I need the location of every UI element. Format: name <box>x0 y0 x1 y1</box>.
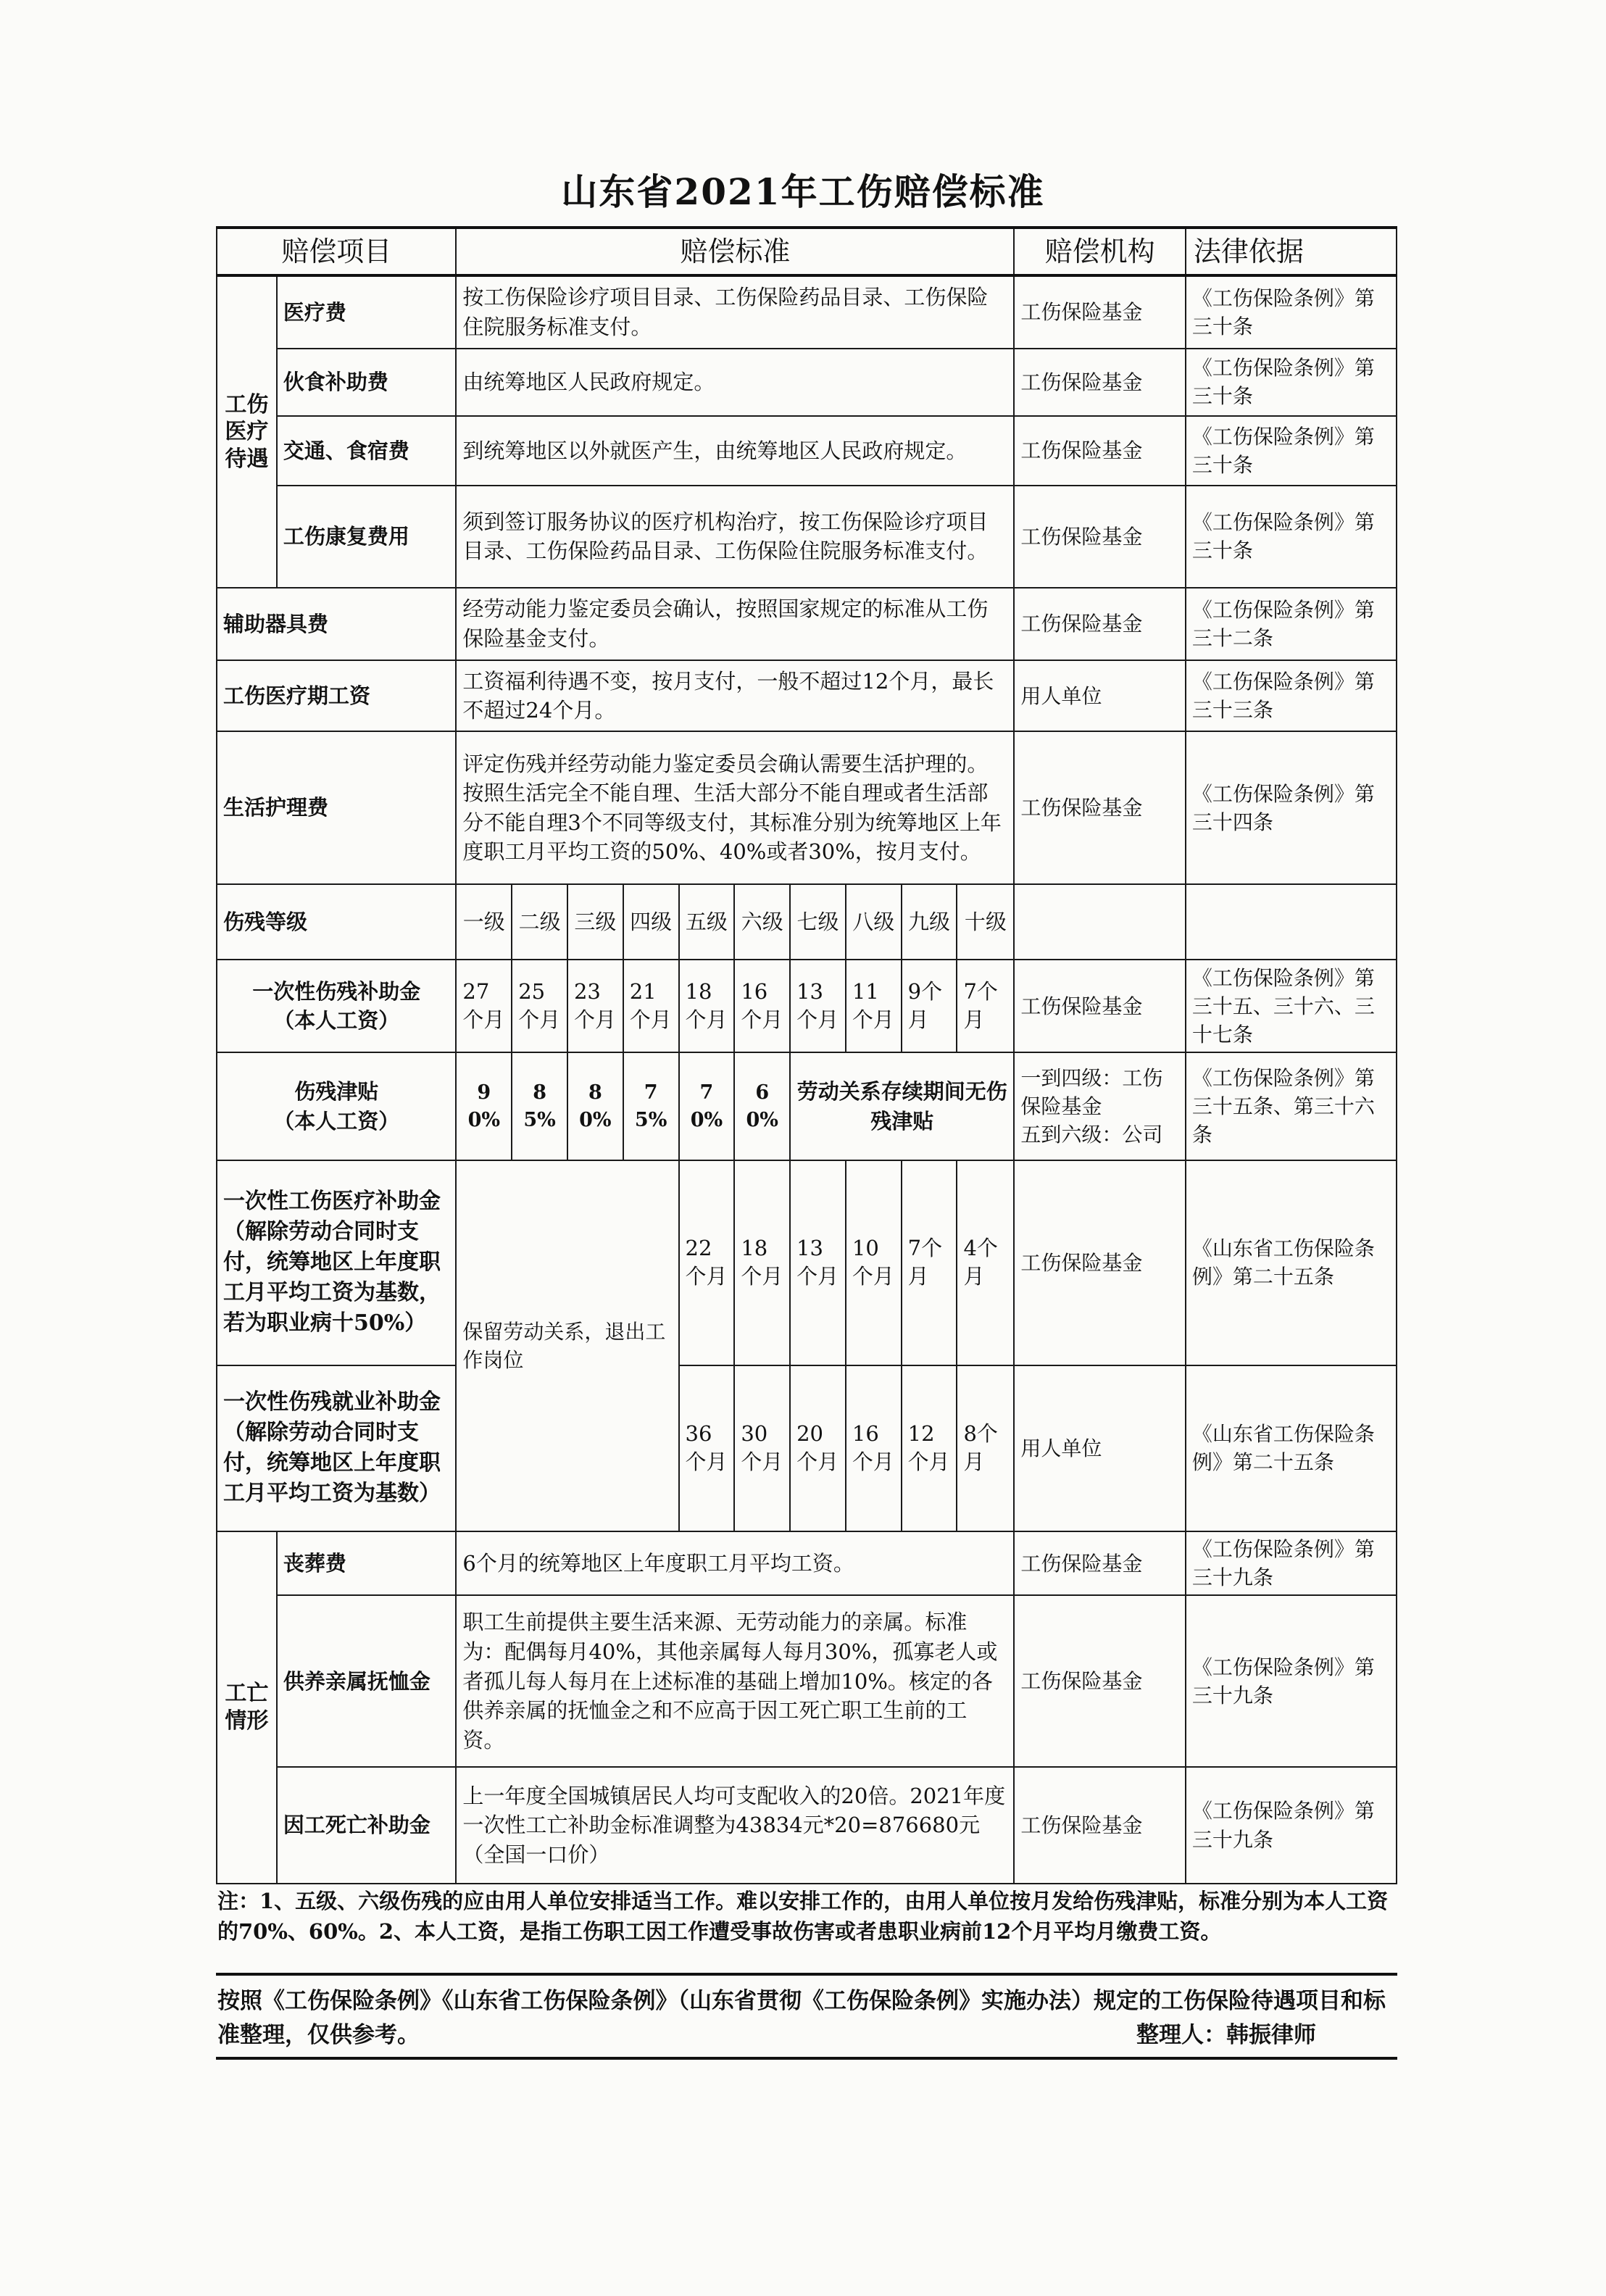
standard-cell: 职工生前提供主要生活来源、无劳动能力的亲属。标准为：配偶每月40%，其他亲属每人每月30%，孤寡老人或者孤儿每人每月在上述标准的基础上增加10%。核定的各供养亲属的抚恤金之和不应高于因工死亡职工生前的工资。 <box>456 1595 1014 1767</box>
compensation-table <box>216 226 1397 1884</box>
table-row <box>217 588 1397 660</box>
table-row <box>217 884 1397 960</box>
agency-cell: 工伤保险基金 <box>1014 1767 1185 1884</box>
header-legal: 法律依据 <box>1186 228 1397 275</box>
divider-line <box>216 1973 1397 1976</box>
grade-cell: 四级 <box>623 884 679 960</box>
legal-cell: 《工伤保险条例》第三十条 <box>1186 416 1397 486</box>
table-row <box>217 1365 1397 1531</box>
keep-job-cell: 保留劳动关系，退出工作岗位 <box>456 1160 678 1531</box>
value-cell: 7个月 <box>902 1160 957 1365</box>
value-cell: 36个月 <box>679 1365 735 1531</box>
value-cell: 13个月 <box>790 1160 846 1365</box>
agency-cell: 用人单位 <box>1014 1365 1185 1531</box>
item-cell <box>217 960 456 1052</box>
value-cell: 23个月 <box>567 960 623 1052</box>
legal-cell: 《工伤保险条例》第三十九条 <box>1186 1767 1397 1884</box>
agency-cell: 工伤保险基金 <box>1014 731 1185 884</box>
legal-cell: 《山东省工伤保险条例》第二十五条 <box>1186 1160 1397 1365</box>
page-title: 山东省2021年工伤赔偿标准 <box>561 170 1045 213</box>
value-cell: 25个月 <box>512 960 567 1052</box>
item-cell: 医疗费 <box>277 275 457 348</box>
agency-cell: 工伤保险基金 <box>1014 1531 1185 1596</box>
compiler-credit: 整理人：韩振律师 <box>1136 2021 1316 2048</box>
item-cell: 工伤医疗期工资 <box>217 660 456 731</box>
agency-cell: 工伤保险基金 <box>1014 275 1185 348</box>
grade-cell: 十级 <box>957 884 1014 960</box>
value-cell: 20个月 <box>790 1365 846 1531</box>
value-cell: 4个月 <box>957 1160 1014 1365</box>
agency-cell: 工伤保险基金 <box>1014 1160 1185 1365</box>
legal-cell: 《工伤保险条例》第三十二条 <box>1186 588 1397 660</box>
value-cell: 18个月 <box>734 1160 790 1365</box>
table-row <box>217 1531 1397 1596</box>
header-agency: 赔偿机构 <box>1014 228 1185 275</box>
standard-cell: 6个月的统筹地区上年度职工月平均工资。 <box>456 1531 1014 1596</box>
standard-cell: 按工伤保险诊疗项目目录、工伤保险药品目录、工伤保险住院服务标准支付。 <box>456 275 1014 348</box>
grade-cell: 七级 <box>790 884 846 960</box>
value-cell: 10个月 <box>846 1160 902 1365</box>
value-cell: 27个月 <box>456 960 512 1052</box>
grade-cell: 二级 <box>512 884 567 960</box>
grade-cell: 三级 <box>567 884 623 960</box>
percent-cell: 60% <box>734 1052 790 1160</box>
grade-cell: 六级 <box>734 884 790 960</box>
source-text: 按照《工伤保险条例》《山东省工伤保险条例》（山东省贯彻《工伤保险条例》实施办法）规定的工伤保险待遇项目和标准整理，仅供参考。 <box>217 1988 1386 2048</box>
legal-cell: 《工伤保险条例》第三十九条 <box>1186 1595 1397 1767</box>
table-row <box>217 1052 1397 1160</box>
grade-cell: 一级 <box>456 884 512 960</box>
legal-cell: 《工伤保险条例》第三十条 <box>1186 275 1397 348</box>
item-cell: 丧葬费 <box>277 1531 457 1596</box>
agency-cell-empty <box>1014 884 1185 960</box>
grade-cell: 九级 <box>902 884 957 960</box>
item-cell: 辅助器具费 <box>217 588 456 660</box>
item-cell: 供养亲属抚恤金 <box>277 1595 457 1767</box>
agency-cell: 用人单位 <box>1014 660 1185 731</box>
table-row <box>217 349 1397 416</box>
item-cell: 伙食补助费 <box>277 349 457 416</box>
legal-cell: 《工伤保险条例》第三十条 <box>1186 349 1397 416</box>
header-item: 赔偿项目 <box>217 228 456 275</box>
table-row <box>217 1767 1397 1884</box>
value-cell: 16个月 <box>846 1365 902 1531</box>
standard-cell: 上一年度全国城镇居民人均可支配收入的20倍。2021年度一次性工亡补助金标准调整为43834元*20=876680元（全国一口价） <box>456 1767 1014 1884</box>
value-cell: 9个月 <box>902 960 957 1052</box>
grade-cell: 五级 <box>679 884 735 960</box>
agency-cell: 一到四级：工伤保险基金 五到六级：公司 <box>1014 1052 1185 1160</box>
agency-cell: 工伤保险基金 <box>1014 588 1185 660</box>
value-cell: 12个月 <box>902 1365 957 1531</box>
item-subtitle: （本人工资） <box>273 1008 400 1033</box>
legal-cell: 《工伤保险条例》第三十九条 <box>1186 1531 1397 1596</box>
agency-cell: 工伤保险基金 <box>1014 1595 1185 1767</box>
percent-cell: 75% <box>623 1052 679 1160</box>
legal-cell-empty <box>1186 884 1397 960</box>
value-cell: 22个月 <box>679 1160 735 1365</box>
item-cell: 生活护理费 <box>217 731 456 884</box>
value-cell: 18个月 <box>679 960 735 1052</box>
legal-cell: 《工伤保险条例》第三十条 <box>1186 486 1397 587</box>
value-cell: 16个月 <box>734 960 790 1052</box>
table-row <box>217 660 1397 731</box>
item-cell: 一次性伤残就业补助金（解除劳动合同时支付，统筹地区上年度职工月平均工资为基数） <box>217 1365 456 1531</box>
table-row <box>217 416 1397 486</box>
group-label-death: 工亡情形 <box>217 1531 277 1884</box>
standard-cell: 经劳动能力鉴定委员会确认，按照国家规定的标准从工伤保险基金支付。 <box>456 588 1014 660</box>
table-row <box>217 486 1397 587</box>
legal-cell: 《工伤保险条例》第三十四条 <box>1186 731 1397 884</box>
allowance-note: 劳动关系存续期间无伤残津贴 <box>790 1052 1014 1160</box>
percent-cell: 70% <box>679 1052 735 1160</box>
standard-cell: 到统筹地区以外就医产生，由统筹地区人民政府规定。 <box>456 416 1014 486</box>
item-cell: 交通、食宿费 <box>277 416 457 486</box>
source-statement <box>217 1984 1396 2052</box>
table-row <box>217 1595 1397 1767</box>
item-title: 一次性伤残补助金 <box>252 978 421 1004</box>
value-cell: 21个月 <box>623 960 679 1052</box>
agency-cell: 工伤保险基金 <box>1014 416 1185 486</box>
item-title: 伤残津贴 <box>294 1079 379 1105</box>
value-cell: 30个月 <box>734 1365 790 1531</box>
item-cell: 工伤康复费用 <box>277 486 457 587</box>
value-cell: 8个月 <box>957 1365 1014 1531</box>
table-row <box>217 731 1397 884</box>
agency-cell: 工伤保险基金 <box>1014 349 1185 416</box>
agency-cell: 工伤保险基金 <box>1014 960 1185 1052</box>
percent-cell: 90% <box>456 1052 512 1160</box>
table-row <box>217 960 1397 1052</box>
agency-cell: 工伤保险基金 <box>1014 486 1185 587</box>
standard-cell: 须到签订服务协议的医疗机构治疗，按工伤保险诊疗项目目录、工伤保险药品目录、工伤保险住院服务标准支付。 <box>456 486 1014 587</box>
value-cell: 11个月 <box>846 960 902 1052</box>
table-row <box>217 1160 1397 1365</box>
item-subtitle: （本人工资） <box>273 1108 400 1134</box>
group-label-medical: 工伤医疗待遇 <box>217 275 277 587</box>
grade-cell: 八级 <box>846 884 902 960</box>
table-header-row <box>217 228 1397 275</box>
standard-cell: 评定伤残并经劳动能力鉴定委员会确认需要生活护理的。按照生活完全不能自理、生活大部分不能自理或者生活部分不能自理3个不同等级支付，其标准分别为统筹地区上年度职工月平均工资的50%、40%或者30%，按月支付。 <box>456 731 1014 884</box>
legal-cell: 《工伤保险条例》第三十五、三十六、三十七条 <box>1186 960 1397 1052</box>
legal-cell: 《山东省工伤保险条例》第二十五条 <box>1186 1365 1397 1531</box>
legal-cell: 《工伤保险条例》第三十三条 <box>1186 660 1397 731</box>
table-row <box>217 275 1397 348</box>
standard-cell: 由统筹地区人民政府规定。 <box>456 349 1014 416</box>
header-standard: 赔偿标准 <box>456 228 1014 275</box>
item-cell <box>217 1052 456 1160</box>
value-cell: 13个月 <box>790 960 846 1052</box>
bottom-line <box>216 2057 1397 2060</box>
value-cell: 7个月 <box>957 960 1014 1052</box>
item-cell: 一次性工伤医疗补助金（解除劳动合同时支付，统筹地区上年度职工月平均工资为基数，若为职业病十50%） <box>217 1160 456 1365</box>
item-cell: 伤残等级 <box>217 884 456 960</box>
percent-cell: 85% <box>512 1052 567 1160</box>
standard-cell: 工资福利待遇不变，按月支付，一般不超过12个月，最长不超过24个月。 <box>456 660 1014 731</box>
percent-cell: 80% <box>567 1052 623 1160</box>
item-cell: 因工死亡补助金 <box>277 1767 457 1884</box>
legal-cell: 《工伤保险条例》第三十五条、第三十六条 <box>1186 1052 1397 1160</box>
footnote: 注：1、五级、六级伤残的应由用人单位安排适当工作。难以安排工作的，由用人单位按月发给伤残津贴，标准分别为本人工资的70%、60%。2、本人工资，是指工伤职工因工作遭受事故伤害或者患职业病前12个月平均月缴费工资。 <box>217 1889 1389 1944</box>
